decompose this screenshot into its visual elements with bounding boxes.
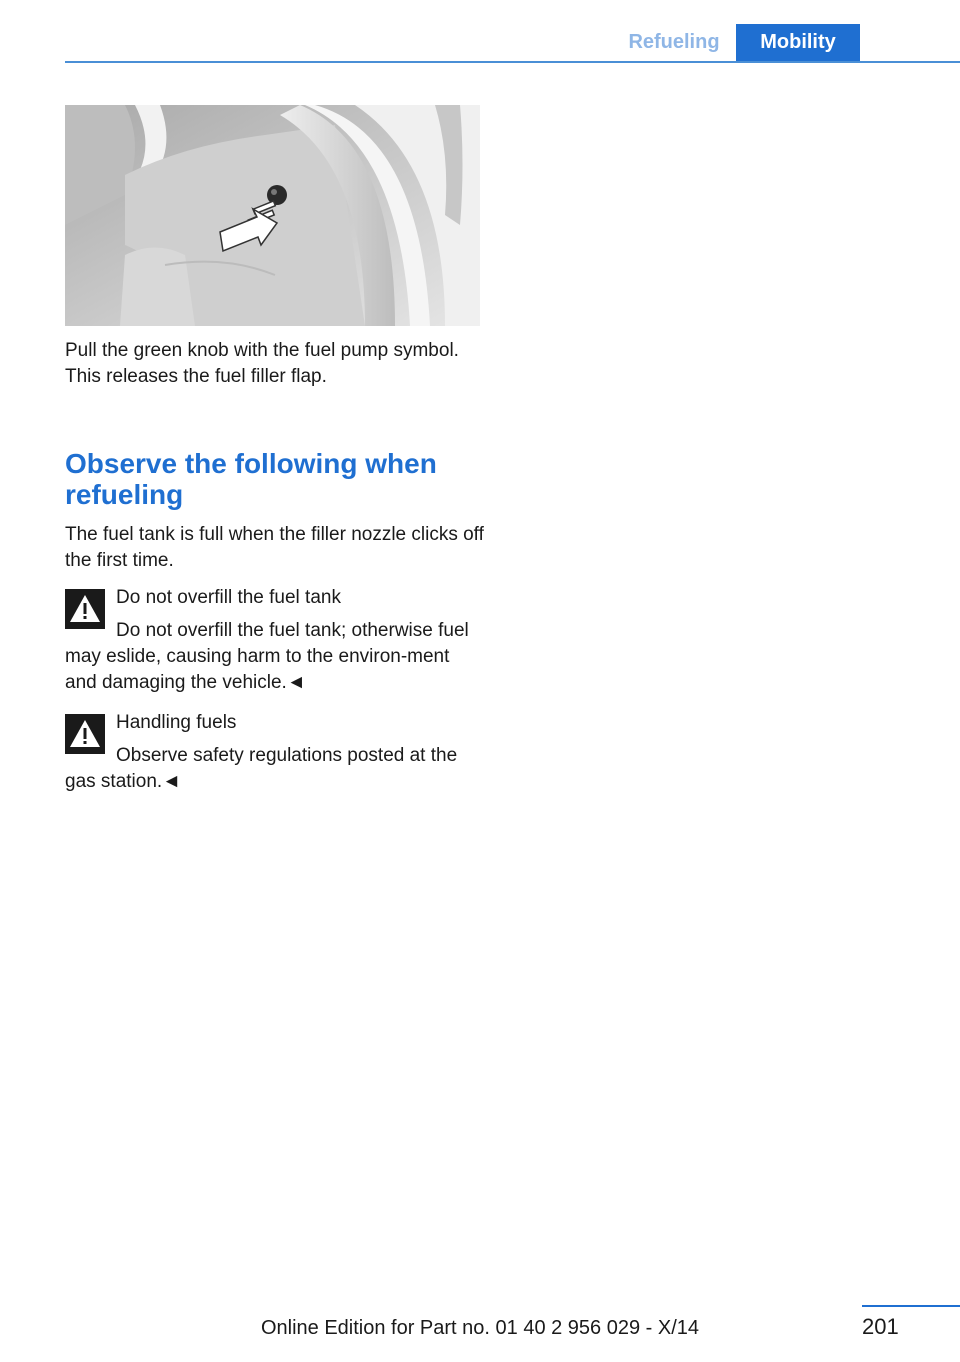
section-heading: Observe the following when refueling (65, 448, 437, 510)
page-number: 201 (862, 1314, 899, 1339)
warning-text: Do not overfill the fuel tank; otherwise fuel may eslide, causing harm to the environ‐ment and damaging the vehicle.◄ (65, 620, 469, 693)
header-section-tab[interactable]: Refueling (628, 31, 720, 53)
warning-title: Do not overfill the fuel tank (116, 587, 341, 608)
intro-paragraph: The fuel tank is full when the filler nozzle clicks off the first time. (65, 524, 484, 571)
fuel-flap-release-illustration (65, 105, 480, 326)
figure-caption: Pull the green knob with the fuel pump symbol. This releases the fuel filler flap. (65, 340, 459, 387)
page-number-rule (862, 1305, 960, 1307)
header-divider (65, 61, 960, 63)
edition-footer: Online Edition for Part no. 01 40 2 956 029 - X/14 (260, 1317, 700, 1339)
header-chapter-tab[interactable]: Mobility (736, 24, 860, 61)
warning-title: Handling fuels (116, 712, 237, 733)
fuel-flap-release-figure (65, 105, 480, 326)
warning-text: Observe safety regulations posted at the gas station.◄ (65, 745, 458, 792)
